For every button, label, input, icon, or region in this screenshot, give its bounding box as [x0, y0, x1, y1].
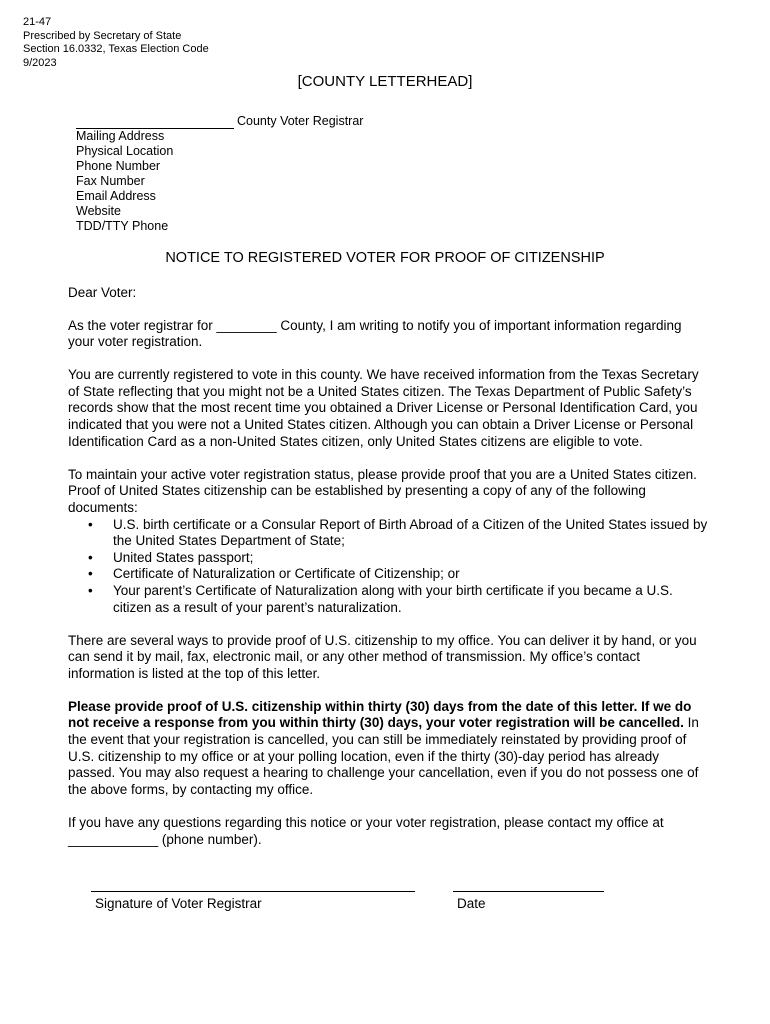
- status-paragraph: You are currently registered to vote in this county. We have received information from the Texas Secretary of State reflecting that you might not be a United States citizen. The Texas Department of Public Safety’s records show that the most recent time you obtained a Driver License or Personal Identification Card, you indicated that you were not a United States citizen. Although you can obtain a Driver License or Personal Identification Card as a non-United States citizen, only United States citizens are eligible to vote.: [68, 367, 699, 449]
- document-item: [68, 583, 708, 616]
- delivery-paragraph: There are several ways to provide proof of U.S. citizenship to my office. You can deliver it by hand, or you can send it by mail, fax, electronic mail, or any other method of transmission. My office’s contact information is listed at the top of this letter.: [68, 632, 697, 681]
- proof-intro-paragraph: To maintain your active voter registration status, please provide proof that you are a United States citizen. Proof of United States citizenship can be established by presenting a copy of any of the following documents:: [68, 466, 697, 515]
- notice-title: NOTICE TO REGISTERED VOTER FOR PROOF OF CITIZENSHIP: [165, 250, 605, 266]
- contact-physical-location: Physical Location: [76, 144, 174, 158]
- document-item: [68, 566, 708, 583]
- bullet-icon: •: [88, 566, 93, 582]
- deadline-warning: Please provide proof of U.S. citizenship within thirty (30) days from the date of this letter. If we do not receive a response from you within thirty (30) days, your voter registration will be cancelled.: [68, 698, 692, 731]
- prescribed-by: Prescribed by Secretary of State: [23, 29, 182, 42]
- contact-phone-number: Phone Number: [76, 159, 161, 173]
- bullet-icon: •: [88, 582, 93, 598]
- statute-section: Section 16.0332, Texas Election Code: [23, 43, 209, 55]
- form-header: [23, 16, 209, 70]
- contact-website: Website: [76, 204, 121, 218]
- date-label: Date: [457, 896, 486, 911]
- signature-line: [91, 891, 415, 892]
- contact-mailing-address: Mailing Address: [76, 129, 165, 143]
- contact-tdd-tty-phone: TDD/TTY Phone: [76, 219, 169, 233]
- date-line: [453, 891, 604, 892]
- questions-paragraph: If you have any questions regarding this notice or your voter registration, please contact my office at ____________ (phone number).: [68, 814, 664, 847]
- letter-body: [68, 285, 708, 848]
- document-item-text: Your parent’s Certificate of Naturalization along with your birth certificate if you became a U.S. citizen as a result of your parent’s naturalization.: [113, 582, 673, 615]
- registrar-signature-block: [91, 891, 415, 911]
- bullet-icon: •: [88, 549, 93, 565]
- signature-label: Signature of Voter Registrar: [95, 896, 262, 911]
- document-item-text: Certificate of Naturalization or Certificate of Citizenship; or: [113, 566, 460, 582]
- registrar-contact-list: [76, 129, 173, 234]
- date-signature-block: [453, 891, 604, 911]
- letter-greeting: Dear Voter:: [68, 285, 137, 300]
- registrar-name-line: [76, 114, 363, 129]
- form-number: 21-47: [23, 16, 52, 28]
- deadline-details: In the event that your registration is cancelled, you can still be immediately reinstated by providing proof of U.S. citizenship to my office or at your polling location, even if the thirty (30)-day period has already passed. You may also request a hearing to challenge your cancellation, even if you do not possess one of the above forms, by contacting my office.: [68, 715, 699, 797]
- contact-email-address: Email Address: [76, 189, 156, 203]
- document-item: [68, 550, 708, 567]
- registrar-name-blank: [76, 116, 234, 129]
- registrar-title: County Voter Registrar: [237, 114, 364, 128]
- document-item: [68, 517, 708, 550]
- intro-paragraph: As the voter registrar for ________ County, I am writing to notify you of important information regarding your voter registration.: [68, 317, 682, 350]
- document-item-text: United States passport;: [113, 549, 254, 565]
- accepted-documents-list: [68, 517, 708, 617]
- county-letterhead: [COUNTY LETTERHEAD]: [297, 73, 473, 90]
- bullet-icon: •: [88, 516, 93, 532]
- deadline-paragraph: [68, 699, 708, 799]
- contact-fax-number: Fax Number: [76, 174, 145, 188]
- form-date: 9/2023: [23, 56, 57, 69]
- document-item-text: U.S. birth certificate or a Consular Report of Birth Abroad of a Citizen of the United States issued by the United States Department of State;: [113, 516, 708, 549]
